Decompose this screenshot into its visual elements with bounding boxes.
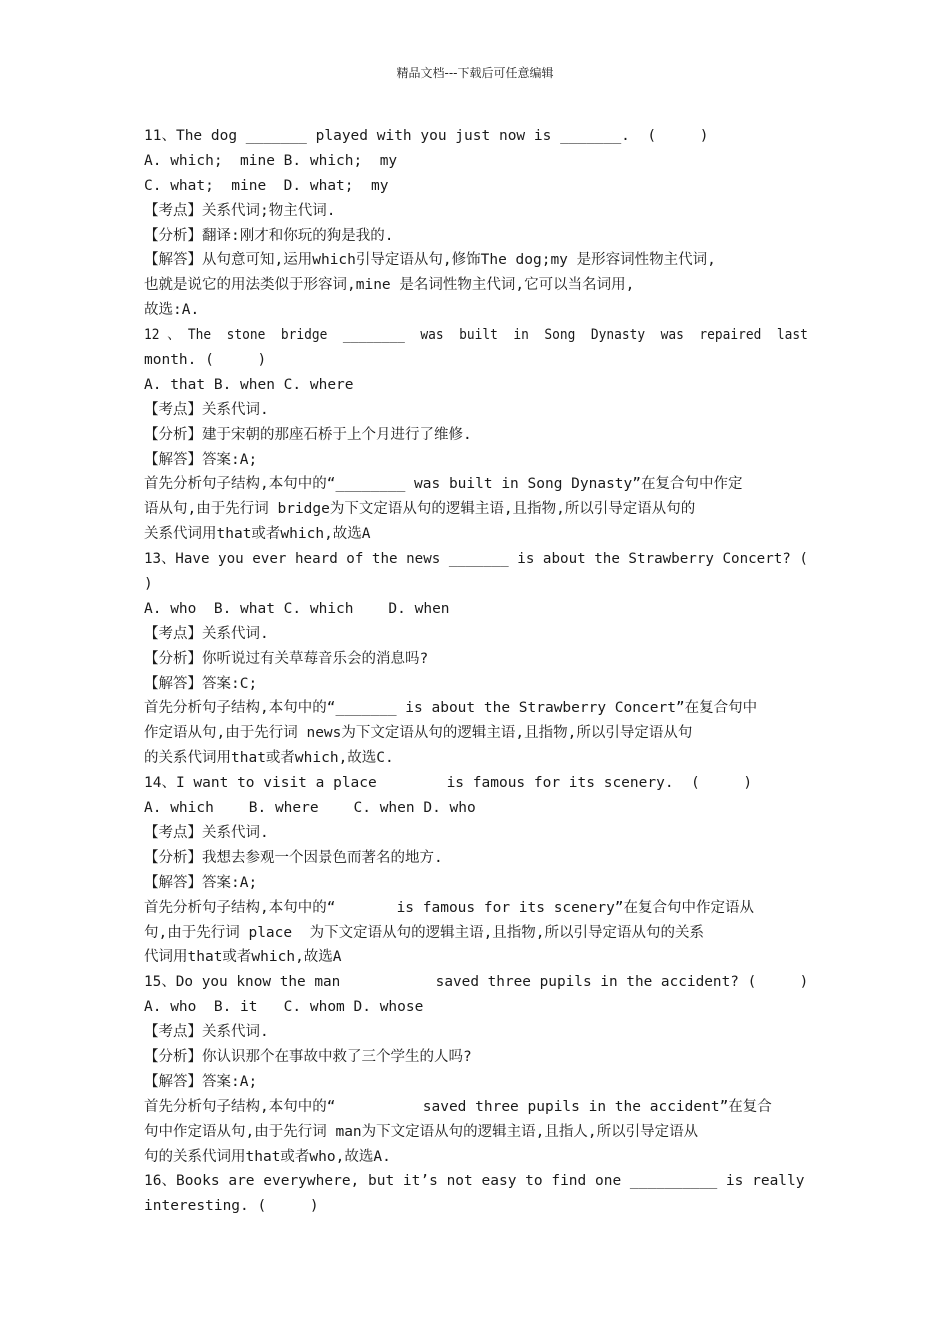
- text-line: 也就是说它的用法类似于形容词,mine 是名词性物主代词,它可以当名词用,: [144, 277, 635, 294]
- document-body: [144, 124, 808, 1219]
- text-line: 句中作定语从句,由于先行词 man为下文定语从句的逻辑主语,且指人,所以引导定语从: [144, 1123, 699, 1140]
- text-line: 16、Books are everywhere, but it’s not easy to find one __________ is really: [144, 1173, 805, 1190]
- text-line: 首先分析句子结构,本句中的“________ was built in Song Dynasty”在复合句中作定: [144, 476, 743, 493]
- text-line: 【分析】翻译:刚才和你玩的狗是我的.: [144, 227, 394, 244]
- text-line: 【分析】我想去参观一个因景色而著名的地方.: [144, 849, 443, 866]
- text-line: 12 、 The stone bridge ________ was built in Song Dynasty was repaired last: [144, 327, 808, 344]
- text-line: interesting. ( ): [144, 1198, 319, 1215]
- text-line: 故选:A.: [144, 302, 200, 319]
- text-line: 【解答】答案:A;: [144, 874, 258, 891]
- text-line: 【解答】答案:A;: [144, 451, 258, 468]
- text-line: 【分析】建于宋朝的那座石桥于上个月进行了维修.: [144, 426, 472, 443]
- text-line: 【考点】关系代词.: [144, 401, 269, 418]
- text-line: 句,由于先行词 place 为下文定语从句的逻辑主语,且指物,所以引导定语从句的关系: [144, 924, 705, 941]
- text-line: 代词用that或者which,故选A: [144, 949, 342, 966]
- text-line: 关系代词用that或者which,故选A: [144, 526, 371, 543]
- text-line: 13、Have you ever heard of the news _______ is about the Strawberry Concert? (: [144, 551, 808, 568]
- text-line: 【考点】关系代词.: [144, 1024, 269, 1041]
- text-line: 【解答】答案:C;: [144, 675, 258, 692]
- text-line: month. ( ): [144, 352, 267, 369]
- text-line: A. which B. where C. when D. who: [144, 800, 476, 817]
- text-line: A. that B. when C. where: [144, 376, 354, 393]
- text-line: A. who B. what C. which D. when: [144, 600, 450, 617]
- text-line: C. what; mine D. what; my: [144, 177, 389, 194]
- text-line: 【解答】从句意可知,运用which引导定语从句,修饰The dog;my 是形容词性物主代词,: [144, 252, 716, 269]
- text-line: 语从句,由于先行词 bridge为下文定语从句的逻辑主语,且指物,所以引导定语从句的: [144, 501, 696, 518]
- text-line: ): [144, 576, 153, 593]
- text-line: 【分析】你认识那个在事故中救了三个学生的人吗?: [144, 1048, 472, 1065]
- text-line: 15、Do you know the man saved three pupils in the accident? ( ): [144, 974, 809, 991]
- text-line: A. who B. it C. whom D. whose: [144, 999, 424, 1016]
- text-line: 首先分析句子结构,本句中的“ is famous for its scenery”在复合句中作定语从: [144, 899, 755, 916]
- text-line: 【解答】答案:A;: [144, 1073, 258, 1090]
- text-line: 14、I want to visit a place is famous for its scenery. ( ): [144, 775, 753, 792]
- page-header: 精品文档---下载后可任意编辑: [396, 66, 554, 80]
- text-line: 【考点】关系代词;物主代词.: [144, 202, 336, 219]
- text-line: 【分析】你听说过有关草莓音乐会的消息吗?: [144, 650, 429, 667]
- text-line: 作定语从句,由于先行词 news为下文定语从句的逻辑主语,且指物,所以引导定语从句: [144, 725, 693, 742]
- text-line: 首先分析句子结构,本句中的“_______ is about the Strawberry Concert”在复合句中: [144, 700, 758, 717]
- text-line: 11、The dog _______ played with you just now is _______. ( ): [144, 128, 709, 144]
- text-line: 首先分析句子结构,本句中的“ saved three pupils in the accident”在复合: [144, 1098, 772, 1115]
- text-line: 句的关系代词用that或者who,故选A.: [144, 1148, 391, 1165]
- text-line: 的关系代词用that或者which,故选C.: [144, 750, 394, 767]
- text-line: A. which; mine B. which; my: [144, 152, 398, 169]
- text-line: 【考点】关系代词.: [144, 824, 269, 841]
- text-line: 【考点】关系代词.: [144, 625, 269, 642]
